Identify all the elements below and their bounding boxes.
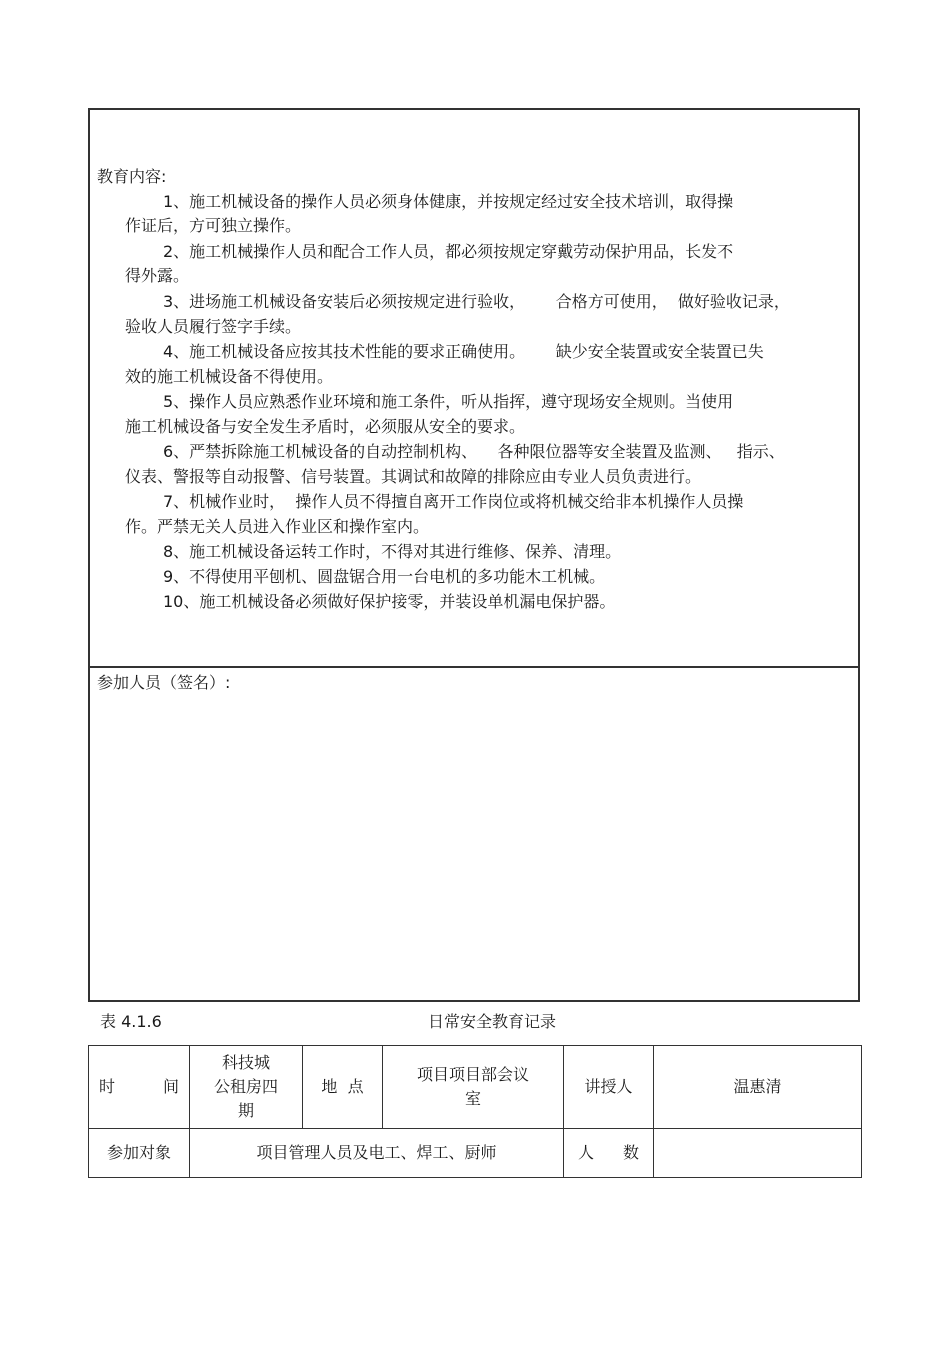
place-value-line: 室 <box>464 1089 481 1108</box>
education-line: 2、施工机械操作人员和配合工作人员，都必须按规定穿戴劳动保护用品，长发不 <box>163 242 734 261</box>
target-value-cell: 项目管理人员及电工、焊工、厨师 <box>190 1129 564 1178</box>
education-line: 9、不得使用平刨机、圆盘锯合用一台电机的多功能木工机械。 <box>163 567 606 586</box>
count-value-cell <box>654 1129 862 1178</box>
table-row <box>89 1129 862 1178</box>
education-line: 5、操作人员应熟悉作业环境和施工条件，听从指挥，遵守现场安全规则。当使用 <box>163 392 734 411</box>
education-line: 作证后，方可独立操作。 <box>125 216 302 235</box>
table-title: 日常安全教育记录 <box>428 1012 557 1031</box>
table-number: 表 4.1.6 <box>100 1012 162 1031</box>
education-line: 效的施工机械设备不得使用。 <box>125 367 334 386</box>
education-record-box <box>88 108 860 1002</box>
place-value-cell <box>383 1046 564 1129</box>
participants-signature-label: 参加人员（签名）: <box>97 673 231 692</box>
table-row <box>89 1046 862 1129</box>
time-value-line: 科技城 <box>221 1053 270 1072</box>
education-line: 施工机械设备与安全发生矛盾时，必须服从安全的要求。 <box>125 417 526 436</box>
time-value-line: 公租房四 <box>213 1077 278 1096</box>
time-label-char: 间 <box>162 1077 179 1096</box>
education-line: 3、进场施工机械设备安装后必须按规定进行验收， 合格方可使用， 做好验收记录， <box>163 292 790 311</box>
education-line: 10、施工机械设备必须做好保护接零，并装设单机漏电保护器。 <box>163 592 616 611</box>
time-value-cell <box>190 1046 303 1129</box>
target-label-cell: 参加对象 <box>89 1129 190 1178</box>
education-line: 仪表、警报等自动报警、信号装置。其调试和故障的排除应由专业人员负责进行。 <box>125 467 702 486</box>
time-label-cell <box>89 1046 190 1129</box>
safety-record-table <box>88 1045 862 1178</box>
count-label-char: 数 <box>622 1143 639 1162</box>
lecturer-label-cell: 讲授人 <box>564 1046 654 1129</box>
education-line: 6、严禁拆除施工机械设备的自动控制机构、 各种限位器等安全装置及监测、 指示、 <box>163 442 785 461</box>
education-line: 7、机械作业时， 操作人员不得擅自离开工作岗位或将机械交给非本机操作人员操 <box>163 492 744 511</box>
education-line: 得外露。 <box>125 266 190 285</box>
education-line: 8、施工机械设备运转工作时，不得对其进行维修、保养、清理。 <box>163 542 622 561</box>
education-heading: 教育内容: <box>97 167 167 186</box>
count-label-char: 人 <box>578 1143 595 1162</box>
time-label-char: 时 <box>99 1077 116 1096</box>
count-label-cell <box>564 1129 654 1178</box>
place-value-line: 项目项目部会议 <box>416 1065 529 1084</box>
education-line: 1、施工机械设备的操作人员必须身体健康，并按规定经过安全技术培训，取得操 <box>163 192 734 211</box>
place-label-cell: 地 点 <box>303 1046 383 1129</box>
lecturer-value-cell: 温惠清 <box>654 1046 862 1129</box>
education-line: 验收人员履行签字手续。 <box>125 317 302 336</box>
time-value-line: 期 <box>237 1101 254 1120</box>
education-line: 4、施工机械设备应按其技术性能的要求正确使用。 缺少安全装置或安全装置已失 <box>163 342 764 361</box>
education-line: 作。严禁无关人员进入作业区和操作室内。 <box>125 517 430 536</box>
education-content-section <box>90 110 858 668</box>
